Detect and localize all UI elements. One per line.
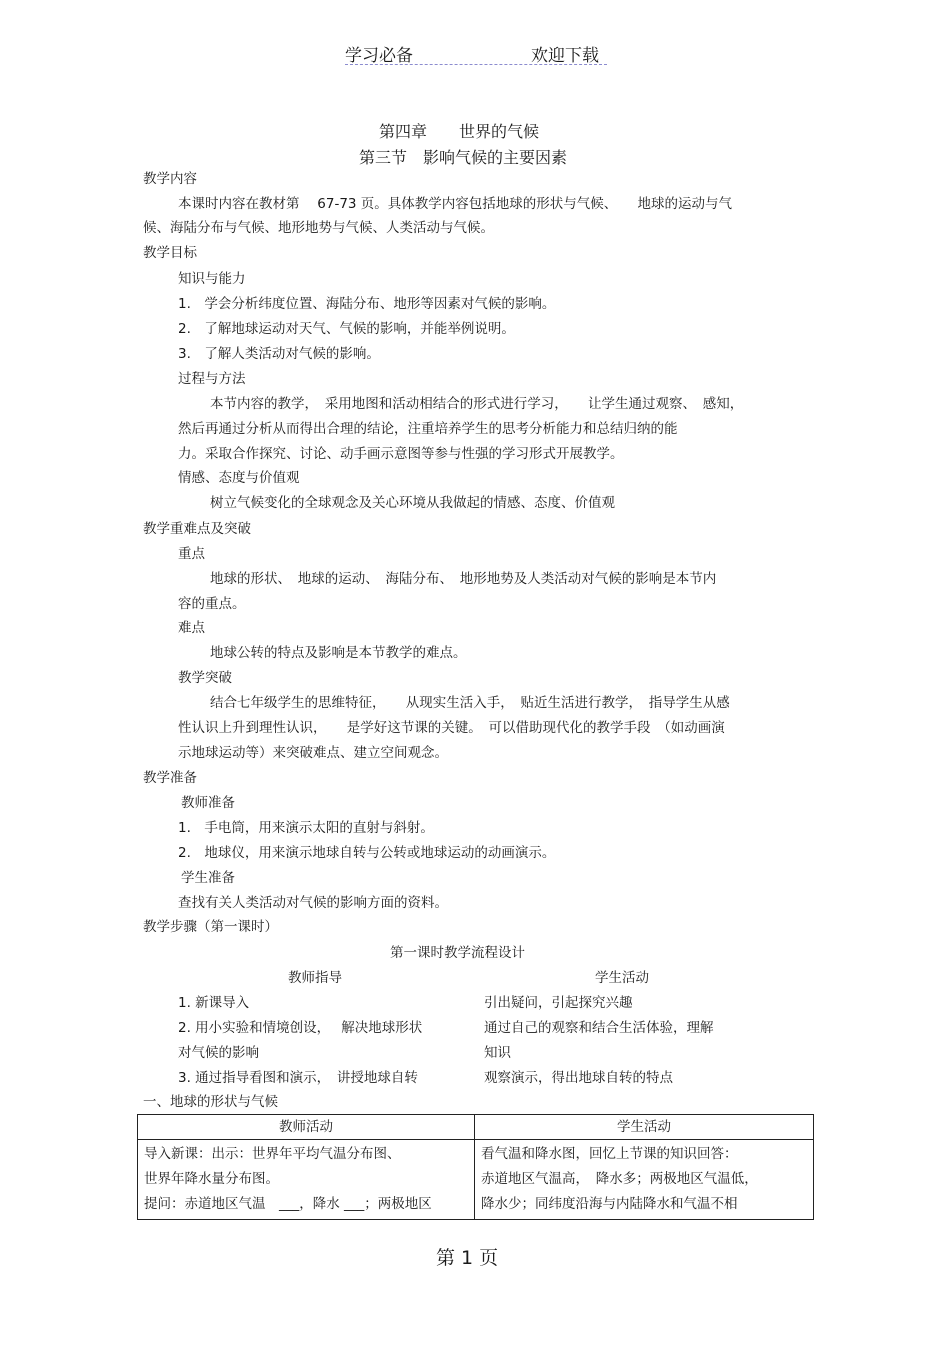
subheading-teacher-prep: 教师准备 <box>181 795 235 811</box>
cell-line: 降水少；同纬度沿海与内陆降水和气温不相 <box>481 1196 738 1212</box>
part-heading: 一、地球的形状与气候 <box>143 1094 278 1110</box>
flow-title: 第一课时教学流程设计 <box>390 945 525 961</box>
paragraph-line: 然后再通过分析从而得出合理的结论，注重培养学生的思考分析能力和总结归纳的能 <box>178 421 678 437</box>
heading-goals: 教学目标 <box>143 245 197 261</box>
list-item: 2. 了解地球运动对天气、气候的影响，并能举例说明。 <box>178 321 515 337</box>
flow-student-step: 观察演示，得出地球自转的特点 <box>484 1070 673 1086</box>
list-item: 1. 学会分析纬度位置、海陆分布、地形等因素对气候的影响。 <box>178 296 556 312</box>
section-title: 第三节 影响气候的主要因素 <box>359 148 568 167</box>
subheading-breakthrough: 教学突破 <box>178 670 232 686</box>
cell-line: 导入新课：出示：世界年平均气温分布图、 <box>144 1146 401 1162</box>
flow-col-teacher: 教师指导 <box>288 970 342 986</box>
heading-content: 教学内容 <box>143 171 197 187</box>
heading-steps: 教学步骤（第一课时） <box>143 919 278 935</box>
list-item: 1. 手电筒，用来演示太阳的直射与斜射。 <box>178 820 434 836</box>
activity-table <box>137 1114 814 1220</box>
paragraph-line: 性认识上升到理性认识， 是学好这节课的关键。 可以借助现代化的教学手段 （如动画演 <box>178 720 725 736</box>
header-divider <box>345 64 607 65</box>
table-cell-student <box>475 1140 814 1220</box>
cell-line: 提问：赤道地区气温 ___，降水 ___；两极地区 <box>144 1196 432 1212</box>
header-right: 欢迎下载 <box>531 46 599 66</box>
flow-student-step: 引出疑问，引起探究兴趣 <box>484 995 633 1011</box>
heading-preparation: 教学准备 <box>143 770 197 786</box>
paragraph-line: 容的重点。 <box>178 596 246 612</box>
table-header-row <box>138 1115 814 1140</box>
chapter-title: 第四章 世界的气候 <box>379 122 540 141</box>
subheading-knowledge: 知识与能力 <box>178 271 246 287</box>
subheading-values: 情感、态度与价值观 <box>178 470 300 486</box>
table-header-teacher: 教师活动 <box>138 1115 475 1140</box>
paragraph-line: 本节内容的教学， 采用地图和活动相结合的形式进行学习， 让学生通过观察、 感知， <box>210 396 744 412</box>
paragraph-line: 候、海陆分布与气候、地形地势与气候、人类活动与气候。 <box>143 220 494 236</box>
subheading-process: 过程与方法 <box>178 371 246 387</box>
subheading-student-prep: 学生准备 <box>181 870 235 886</box>
table-cell-teacher <box>138 1140 475 1220</box>
page-number: 第 1 页 <box>436 1247 499 1269</box>
paragraph-line: 力。采取合作探究、讨论、动手画示意图等参与性强的学习形式开展教学。 <box>178 446 624 462</box>
cell-line: 看气温和降水图，回忆上节课的知识回答： <box>481 1146 738 1162</box>
subheading-difficulty: 难点 <box>178 620 205 636</box>
header-left: 学习必备 <box>345 46 413 66</box>
paragraph-line: 地球公转的特点及影响是本节教学的难点。 <box>210 645 467 661</box>
cell-line: 世界年降水量分布图。 <box>144 1171 279 1187</box>
paragraph-line: 地球的形状、 地球的运动、 海陆分布、 地形地势及人类活动对气候的影响是本节内 <box>210 571 717 587</box>
flow-student-step: 知识 <box>484 1045 511 1061</box>
flow-teacher-step: 2. 用小实验和情境创设， 解决地球形状 <box>178 1020 423 1036</box>
paragraph-line: 示地球运动等）来突破难点、建立空间观念。 <box>178 745 448 761</box>
list-item: 3. 了解人类活动对气候的影响。 <box>178 346 380 362</box>
paragraph-line: 结合七年级学生的思维特征， 从现实生活入手， 贴近生活进行教学， 指导学生从感 <box>210 695 730 711</box>
flow-teacher-step: 对气候的影响 <box>178 1045 259 1061</box>
subheading-focus: 重点 <box>178 546 205 562</box>
table-header-student: 学生活动 <box>475 1115 814 1140</box>
flow-teacher-step: 3. 通过指导看图和演示， 讲授地球自转 <box>178 1070 418 1086</box>
list-item: 2. 地球仪，用来演示地球自转与公转或地球运动的动画演示。 <box>178 845 556 861</box>
cell-line: 赤道地区气温高， 降水多；两极地区气温低， <box>481 1171 758 1187</box>
flow-teacher-step: 1. 新课导入 <box>178 995 250 1011</box>
paragraph-line: 本课时内容在教材第 67-73 页。具体教学内容包括地球的形状与气候、 地球的运动与气 <box>178 196 733 212</box>
heading-keypoints: 教学重难点及突破 <box>143 521 251 537</box>
paragraph-line: 树立气候变化的全球观念及关心环境从我做起的情感、态度、价值观 <box>210 495 615 511</box>
table-row <box>138 1140 814 1220</box>
flow-col-student: 学生活动 <box>595 970 649 986</box>
flow-student-step: 通过自己的观察和结合生活体验，理解 <box>484 1020 714 1036</box>
paragraph-line: 查找有关人类活动对气候的影响方面的资料。 <box>178 895 448 911</box>
